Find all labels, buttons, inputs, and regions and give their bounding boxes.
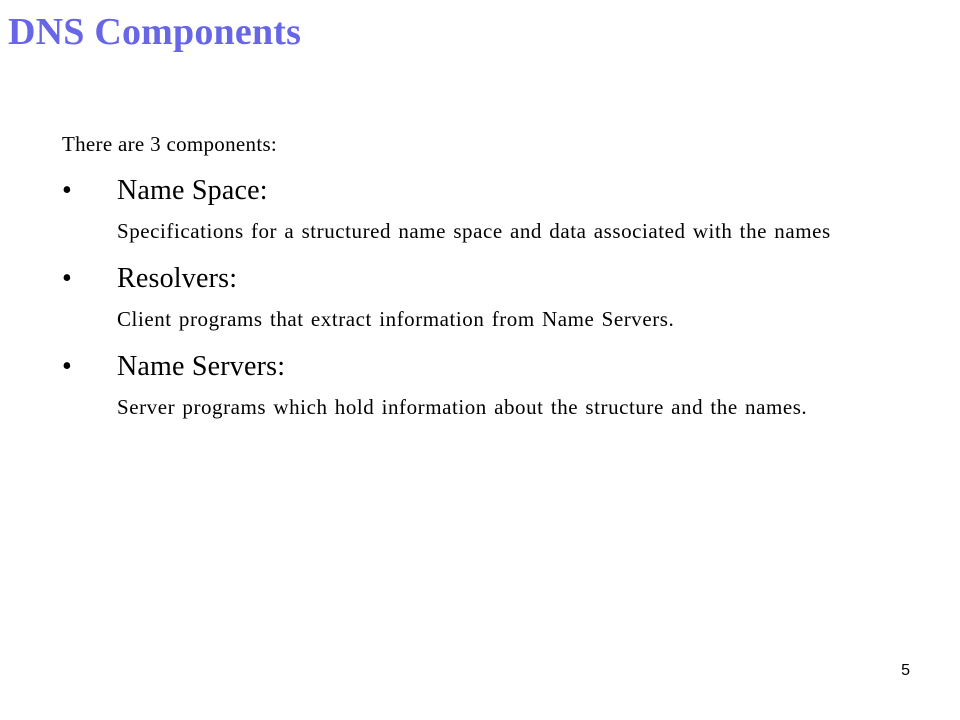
page-number: 5 (901, 662, 910, 679)
component-title: Name Space: (117, 175, 268, 206)
component-title: Name Servers: (117, 351, 286, 382)
component-item-resolvers (62, 256, 922, 334)
component-item-name-space (62, 168, 922, 246)
component-list (62, 168, 922, 422)
component-title: Resolvers: (117, 263, 238, 294)
bullet-icon: • (62, 263, 72, 294)
component-heading (62, 256, 922, 304)
component-description: Specifications for a structured name space and data associated with the names (117, 219, 831, 243)
component-heading (62, 344, 922, 392)
component-description: Client programs that extract information from Name Servers. (117, 307, 675, 331)
component-item-name-servers (62, 344, 922, 422)
component-description: Server programs which hold information about the structure and the names. (117, 395, 808, 419)
component-heading (62, 168, 922, 216)
bullet-icon: • (62, 351, 72, 382)
slide-title: DNS Components (8, 11, 302, 53)
intro-text: There are 3 components: (62, 132, 278, 156)
bullet-icon: • (62, 175, 72, 206)
